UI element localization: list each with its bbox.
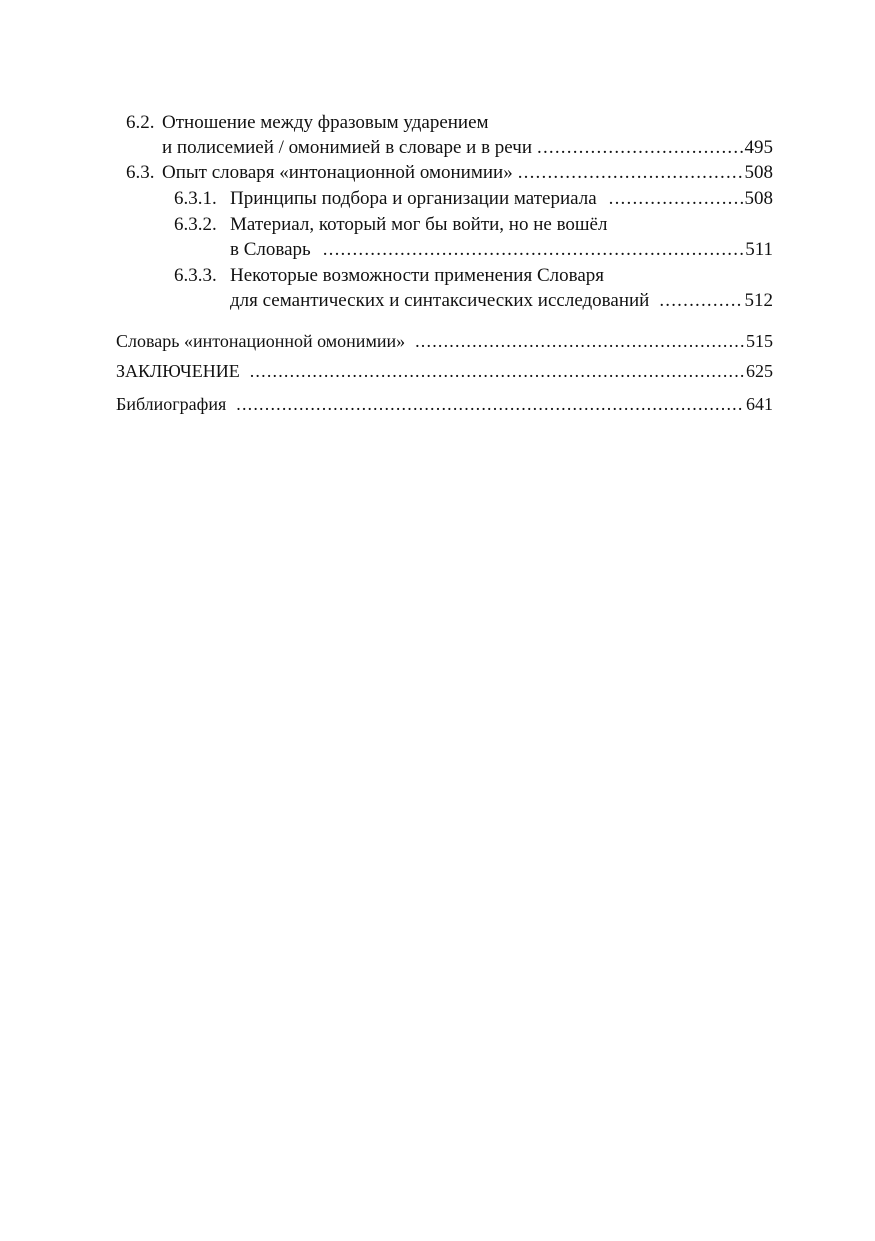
toc-entry-6-3-1 [174, 187, 773, 211]
toc-entry-title: Отношение между фразовым ударением [162, 112, 489, 133]
toc-entry-title: Материал, который мог бы войти, но не вошёл [230, 214, 608, 235]
dot-leader [609, 187, 743, 211]
toc-entry-page: 508 [744, 188, 773, 209]
dot-leader [659, 289, 742, 313]
toc-entry-page: 625 [746, 361, 773, 381]
toc-entry-number: 6.3.2. [174, 214, 217, 235]
toc-entry-title: Словарь «интонационной омонимии» [116, 331, 406, 351]
toc-entry-title: Опыт словаря «интонационной омонимии» [162, 162, 513, 183]
toc-entry-bibliography [116, 392, 773, 416]
toc-entry-6-2-line2 [162, 136, 773, 160]
dot-leader [518, 161, 743, 185]
toc-entry-6-3 [126, 161, 773, 185]
toc-entry-title-continued: и полисемией / омонимией в словаре и в речи [162, 137, 532, 158]
toc-entry-page: 515 [746, 331, 773, 351]
toc-entry-6-3-3-line2 [230, 289, 773, 313]
toc-entry-page: 508 [744, 162, 773, 183]
dot-leader [537, 136, 743, 160]
toc-entry-page: 641 [746, 394, 773, 414]
toc-entry-6-3-3-line1 [174, 264, 774, 288]
dot-leader [250, 359, 744, 383]
toc-entry-number: 6.3. [126, 162, 155, 183]
toc-entry-title-continued: в Словарь [230, 239, 311, 260]
toc-entry-title-continued: для семантических и синтаксических исследований [230, 290, 650, 311]
toc-entry-6-2-line1 [126, 111, 776, 135]
toc-entry-6-3-2-line2 [230, 238, 773, 262]
toc-entry-dictionary [116, 329, 773, 353]
toc-entry-number: 6.2. [126, 112, 155, 133]
toc-entry-conclusion [116, 359, 773, 383]
toc-entry-page: 495 [744, 137, 773, 158]
dot-leader [236, 392, 744, 416]
toc-entry-page: 512 [744, 290, 773, 311]
toc-entry-number: 6.3.3. [174, 265, 217, 286]
toc-entry-title: Некоторые возможности применения Словаря [230, 265, 604, 286]
dot-leader [415, 329, 744, 353]
dot-leader [323, 238, 744, 262]
toc-entry-title: Принципы подбора и организации материала [230, 188, 597, 209]
toc-entry-6-3-2-line1 [174, 213, 774, 237]
toc-entry-title: Библиография [116, 394, 227, 414]
toc-entry-number: 6.3.1. [174, 188, 217, 209]
toc-entry-page: 511 [745, 239, 773, 260]
toc-entry-title: ЗАКЛЮЧЕНИЕ [116, 361, 240, 381]
